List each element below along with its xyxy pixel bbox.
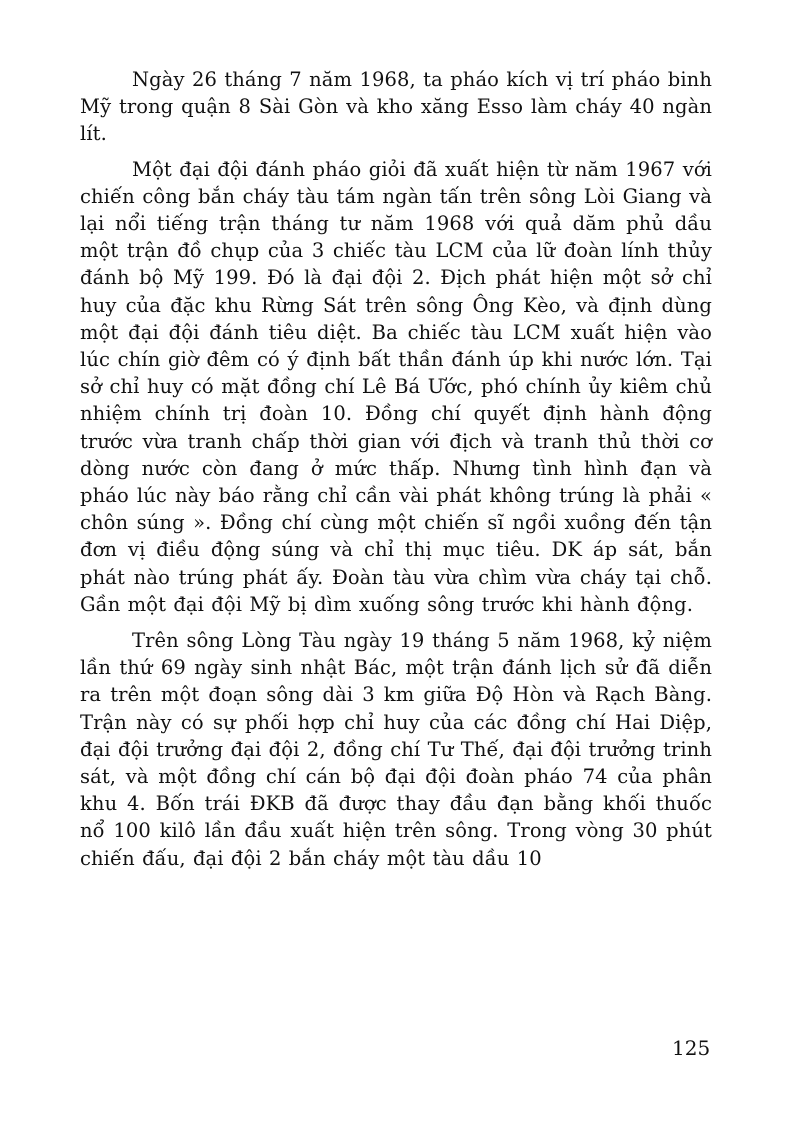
page-number: 125 [672, 1036, 711, 1060]
body-text [80, 66, 712, 872]
paragraph-3: Trên sông Lòng Tàu ngày 19 tháng 5 năm 1968, kỷ niệm lần thứ 69 ngày sinh nhật Bác, một trận đánh lịch sử đã diễn ra trên một đoạn sông dài 3 km giữa Độ Hòn và Rạch Bàng. Trận này có sự phối hợp chỉ huy của các đồng chí Hai Diệp, đại đội trưởng đại đội 2, đồng chí Tư Thế, đại đội trưởng trinh sát, và một đồng chí cán bộ đại đội đoàn pháo 74 của phân khu 4. Bốn trái ĐKB đã được thay đầu đạn bằng khối thuốc nổ 100 kilô lần đầu xuất hiện trên sông. Trong vòng 30 phút chiến đấu, đại đội 2 bắn cháy một tàu dầu 10 [80, 629, 712, 870]
paragraph-1: Ngày 26 tháng 7 năm 1968, ta pháo kích vị trí pháo binh Mỹ trong quận 8 Sài Gòn và kho xăng Esso làm cháy 40 ngàn lít. [80, 68, 712, 146]
paragraph-2: Một đại đội đánh pháo giỏi đã xuất hiện từ năm 1967 với chiến công bắn cháy tàu tám ngàn tấn trên sông Lòi Giang và lại nổi tiếng trận tháng tư năm 1968 với quả dăm phủ dầu một trận đồ chụp của 3 chiếc tàu LCM của lữ đoàn lính thủy đánh bộ Mỹ 199. Đó là đại đội 2. Địch phát hiện một sở chỉ huy của đặc khu Rừng Sát trên sông Ông Kèo, và định dùng một đại đội đánh tiêu diệt. Ba chiếc tàu LCM xuất hiện vào lúc chín giờ đêm có ý định bất thần đánh úp khi nước lớn. Tại sở chỉ huy có mặt đồng chí Lê Bá Ước, phó chính ủy kiêm chủ nhiệm chính trị đoàn 10. Đồng chí quyết định hành động trước vừa tranh chấp thời gian với địch và tranh thủ thời cơ dòng nước còn đang ở mức thấp. Nhưng tình hình đạn và pháo lúc này báo rằng chỉ cần vài phát không trúng là phải « chôn súng ». Đồng chí cùng một chiến sĩ ngồi xuồng đến tận đơn vị điều động súng và chỉ thị mục tiêu. DK áp sát, bắn phát nào trúng phát ấy. Đoàn tàu vừa chìm vừa cháy tại chỗ. Gần một đại đội Mỹ bị dìm xuống sông trước khi hành động. [80, 157, 712, 616]
